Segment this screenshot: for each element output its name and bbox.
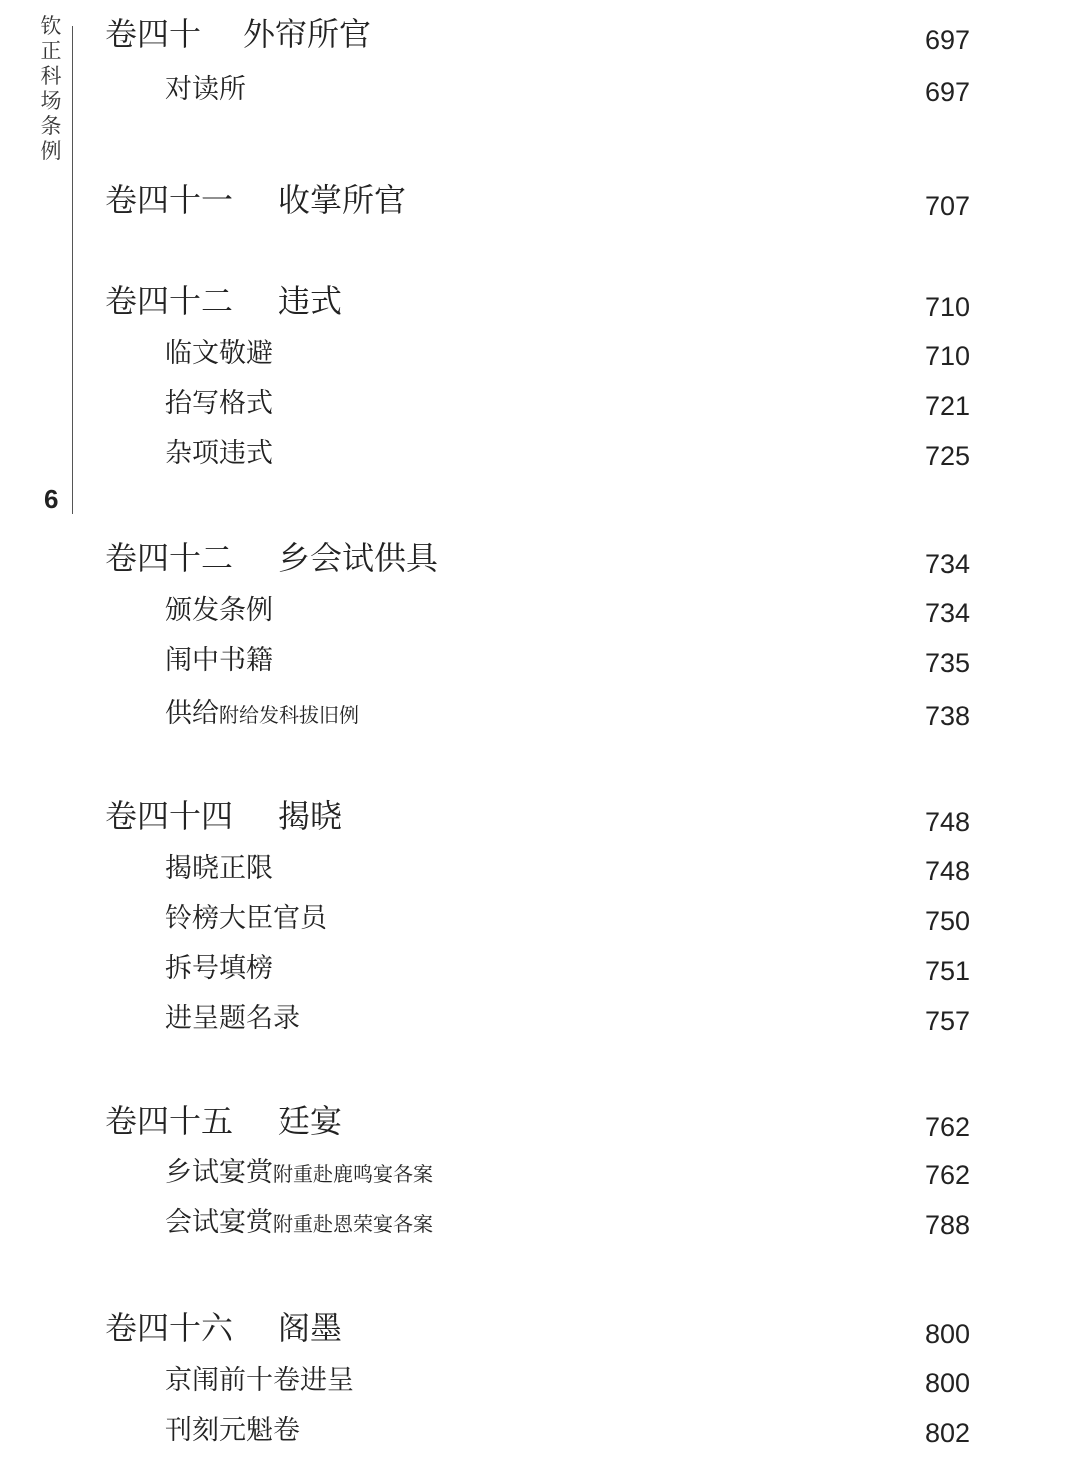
section-note: 附给发科拔旧例 (219, 703, 359, 727)
page-ref: 762 (925, 1112, 971, 1142)
section-title (165, 386, 273, 423)
toc-section (0, 849, 1080, 893)
section-label: 杂项违式 (165, 438, 273, 469)
section-title (165, 696, 359, 733)
page-ref: 762 (925, 1160, 971, 1190)
toc-section (0, 334, 1080, 378)
toc-chapter (0, 180, 1080, 224)
toc-section (0, 384, 1080, 428)
section-title (165, 1001, 300, 1038)
toc-chapter (0, 538, 1080, 582)
page-ref: 734 (925, 549, 971, 579)
toc-section (0, 1153, 1080, 1197)
section-title (165, 72, 246, 109)
chapter-title: 揭晓 (278, 797, 343, 835)
toc-chapter (0, 1308, 1080, 1352)
toc-section (0, 1361, 1080, 1405)
section-label: 颁发条例 (165, 595, 273, 626)
section-title (165, 1363, 354, 1400)
chapter-label: 卷四十二 (105, 539, 234, 577)
toc-section (0, 949, 1080, 993)
section-label: 临文敬避 (165, 338, 273, 369)
page-ref: 725 (925, 441, 971, 471)
section-title (165, 951, 273, 988)
chapter-label: 卷四十二 (105, 282, 234, 320)
section-label: 刊刻元魁卷 (165, 1415, 300, 1446)
toc-section (0, 899, 1080, 943)
page-ref: 697 (925, 77, 971, 107)
running-title-char: 场 (40, 89, 62, 113)
toc-section (0, 591, 1080, 635)
page-ref: 735 (925, 648, 971, 678)
chapter-title: 收掌所官 (278, 181, 407, 219)
page-number: 6 (44, 484, 59, 514)
section-note: 附重赴鹿鸣宴各案 (273, 1162, 433, 1186)
chapter-label: 卷四十 (105, 15, 202, 53)
toc-section (0, 434, 1080, 478)
page-ref: 788 (925, 1210, 971, 1240)
section-title (165, 851, 273, 888)
toc-section (0, 1203, 1080, 1247)
toc-section (0, 694, 1080, 738)
chapter-label: 卷四十六 (105, 1309, 234, 1347)
section-label: 供给 (165, 698, 219, 729)
page-ref: 710 (925, 292, 971, 322)
section-label: 对读所 (165, 74, 246, 105)
page-ref: 800 (925, 1368, 971, 1398)
section-label: 揭晓正限 (165, 853, 273, 884)
section-title (165, 336, 273, 373)
section-label: 会试宴赏 (165, 1207, 273, 1238)
section-title (165, 901, 327, 938)
page-ref: 748 (925, 807, 971, 837)
page-ref: 710 (925, 341, 971, 371)
section-label: 铃榜大臣官员 (165, 903, 327, 934)
chapter-title: 阁墨 (278, 1309, 343, 1347)
section-title (165, 1413, 300, 1450)
chapter-label: 卷四十五 (105, 1102, 234, 1140)
running-title-char: 正 (40, 39, 62, 63)
page-ref: 757 (925, 1006, 971, 1036)
toc-chapter (0, 281, 1080, 325)
running-title-char: 条 (40, 114, 62, 138)
toc-section (0, 70, 1080, 114)
section-title (165, 643, 273, 680)
toc-section (0, 1411, 1080, 1455)
section-label: 拆号填榜 (165, 953, 273, 984)
section-note: 附重赴恩荣宴各案 (273, 1212, 433, 1236)
chapter-label: 卷四十一 (105, 181, 234, 219)
section-title (165, 1155, 433, 1192)
page-ref: 734 (925, 598, 971, 628)
page-ref: 748 (925, 856, 971, 886)
chapter-title: 外帘所官 (243, 15, 372, 53)
section-label: 抬写格式 (165, 388, 273, 419)
running-title-char: 钦 (40, 14, 62, 38)
section-title (165, 436, 273, 473)
page-ref: 738 (925, 701, 971, 731)
section-label: 京闱前十卷进呈 (165, 1365, 354, 1396)
page-ref: 751 (925, 956, 971, 986)
toc-section (0, 999, 1080, 1043)
chapter-label: 卷四十四 (105, 797, 234, 835)
section-title (165, 593, 273, 630)
section-label: 乡试宴赏 (165, 1157, 273, 1188)
chapter-title: 乡会试供具 (278, 539, 439, 577)
page-ref: 697 (925, 25, 971, 55)
section-label: 闱中书籍 (165, 645, 273, 676)
toc-chapter (0, 14, 1080, 58)
page-ref: 800 (925, 1319, 971, 1349)
page-ref: 750 (925, 906, 971, 936)
running-title-char: 例 (40, 139, 62, 163)
toc-chapter (0, 796, 1080, 840)
toc-section (0, 641, 1080, 685)
chapter-title: 廷宴 (278, 1102, 343, 1140)
section-label: 进呈题名录 (165, 1003, 300, 1034)
page-ref: 721 (925, 391, 971, 421)
page-ref: 707 (925, 191, 971, 221)
page-ref: 802 (925, 1418, 971, 1448)
running-title-char: 科 (40, 64, 62, 88)
chapter-title: 违式 (278, 282, 343, 320)
toc-chapter (0, 1101, 1080, 1145)
section-title (165, 1205, 433, 1242)
